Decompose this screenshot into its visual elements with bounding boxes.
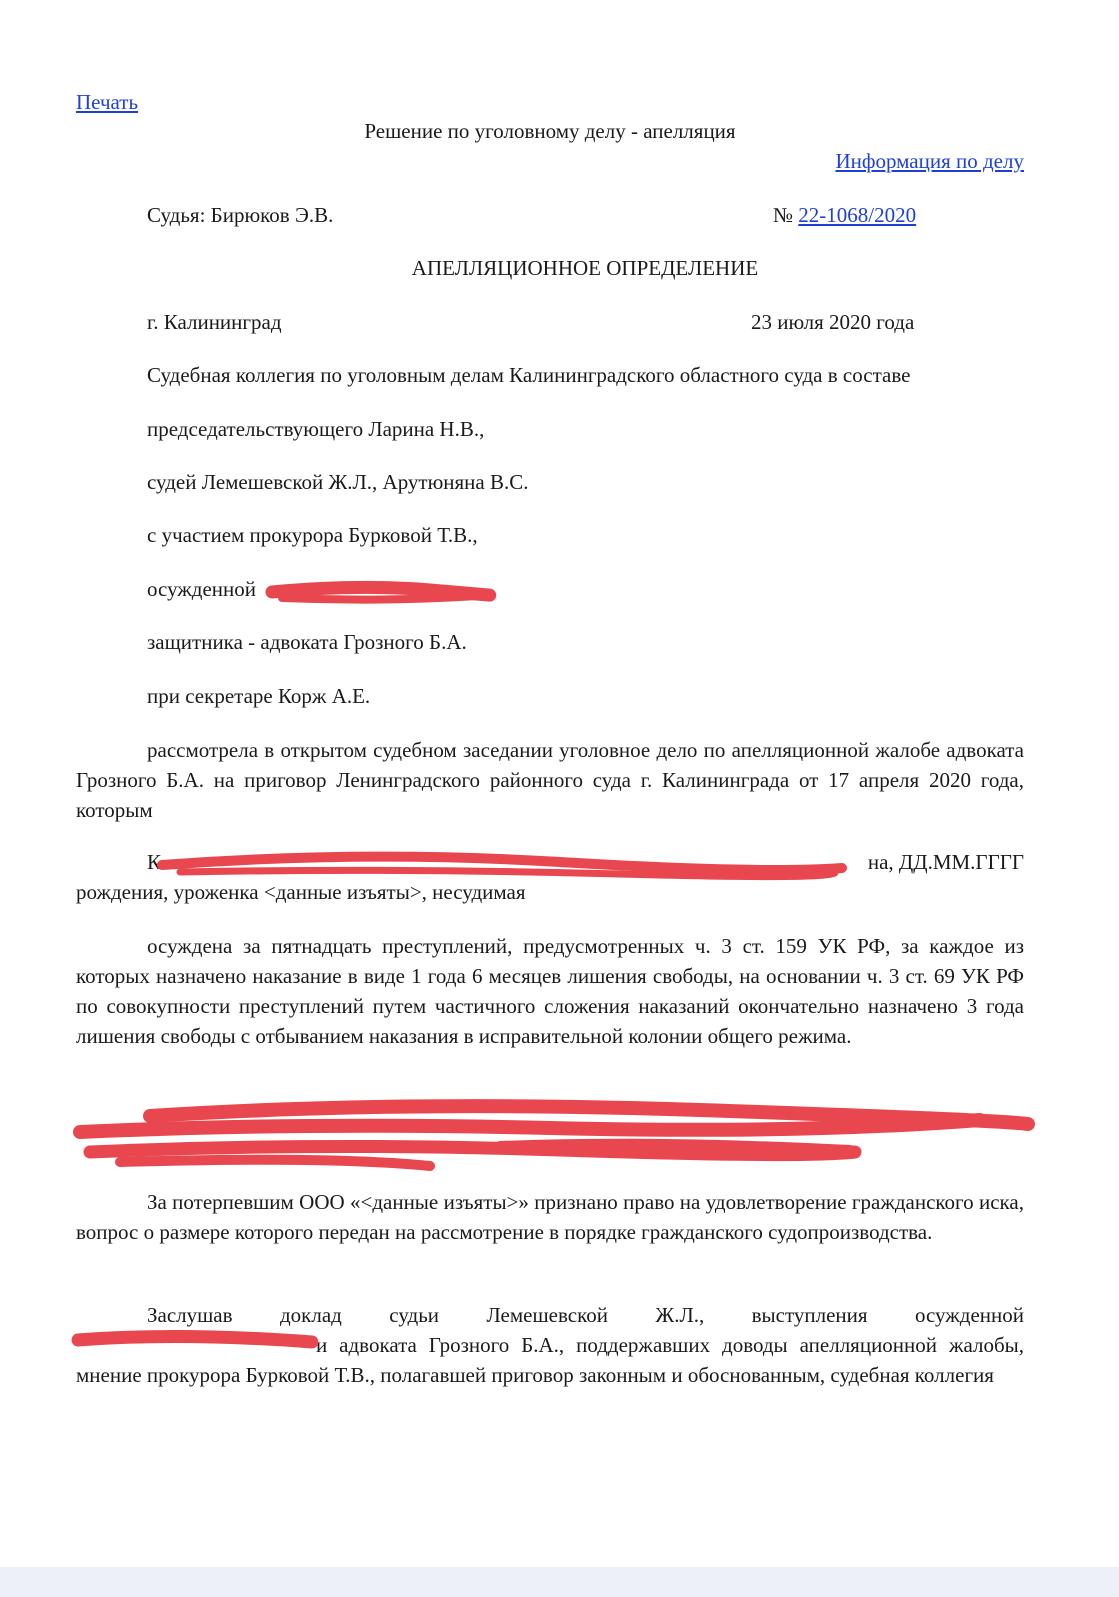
redacted-paragraph-end: .	[855, 1138, 861, 1162]
document-date: 23 июля 2020 года	[751, 310, 915, 334]
presiding-line: председательствующего Ларина Н.В.,	[147, 417, 485, 441]
bottom-strip	[0, 1567, 1119, 1597]
redaction-mark-para-3	[90, 1146, 855, 1154]
city: г. Калининград	[147, 310, 282, 334]
redaction-mark-para-2	[80, 1120, 980, 1132]
person-line-tail: на, ДД.ММ.ГГГГ	[867, 850, 1024, 874]
civil-paragraph: За потерпевшим ООО «<данные изъяты>» признано право на удовлетворение гражданского иска, вопрос о размере которого передан на рассмотрение в порядке гражданского судопроизводства.	[76, 1190, 1024, 1244]
redaction-mark-person	[162, 857, 842, 870]
print-link[interactable]: Печать	[76, 90, 139, 114]
redaction-mark-convicted-2	[282, 596, 478, 600]
redaction-mark-convicted	[272, 587, 490, 595]
case-number-prefix: №	[773, 203, 799, 227]
judges-line: судей Лемешевской Ж.Л., Арутюняна В.С.	[147, 470, 529, 494]
redaction-mark-para-5	[500, 1144, 850, 1150]
collegium-line: Судебная коллегия по уголовным делам Калининградского областного суда в составе	[147, 363, 911, 387]
heard-paragraph-rest: и адвоката Грозного Б.А., поддержавших доводы апелляционной жалобы, мнение прокурора Бурковой Т.В., полагавшей приговор законным и обоснованным, судебная коллегия	[76, 1333, 1024, 1387]
prosecutor-line: с участием прокурора Бурковой Т.В.,	[147, 523, 478, 547]
convicted-end: ,	[488, 577, 494, 601]
redaction-mark-person-2	[180, 870, 835, 876]
convicted-label: осужденной	[147, 577, 257, 601]
sentence-paragraph: осуждена за пятнадцать преступлений, предусмотренных ч. 3 ст. 159 УК РФ, за каждое из которых назначено наказание в виде 1 года 6 месяцев лишения свободы, на основании ч. 3 ст. 69 УК РФ по совокупности преступлений путем частичного сложения наказаний окончательно назначено 3 года лишения свободы с отбыванием наказания в исправительной колонии общего режима.	[76, 934, 1024, 1048]
redaction-mark-para-1	[150, 1106, 1028, 1124]
considered-paragraph: рассмотрела в открытом судебном заседании уголовное дело по апелляционной жалобе адвоката Грозного Б.А. на приговор Ленинградского районного суда г. Калининграда от 17 апреля 2020 года, которым	[76, 738, 1024, 822]
heard-line-1: Заслушав доклад судьи Лемешевской Ж.Л., выступления осужденной	[147, 1303, 1024, 1327]
secretary-line: при секретаре Корж А.Е.	[147, 684, 371, 708]
defender-line: защитника - адвоката Грозного Б.А.	[147, 630, 467, 654]
judge-line: Судья: Бирюков Э.В.	[147, 203, 334, 227]
case-info-link[interactable]: Информация по делу	[835, 149, 1024, 173]
person-line-2: рождения, уроженка <данные изъяты>, несудимая	[76, 880, 526, 904]
person-line-start: К	[147, 850, 162, 874]
case-number	[773, 202, 916, 228]
case-number-link[interactable]: 22-1068/2020	[798, 203, 917, 227]
page-title: Решение по уголовному делу - апелляция	[364, 119, 736, 143]
document-heading: АПЕЛЛЯЦИОННОЕ ОПРЕДЕЛЕНИЕ	[411, 256, 759, 280]
redaction-mark-para-4	[120, 1160, 430, 1166]
